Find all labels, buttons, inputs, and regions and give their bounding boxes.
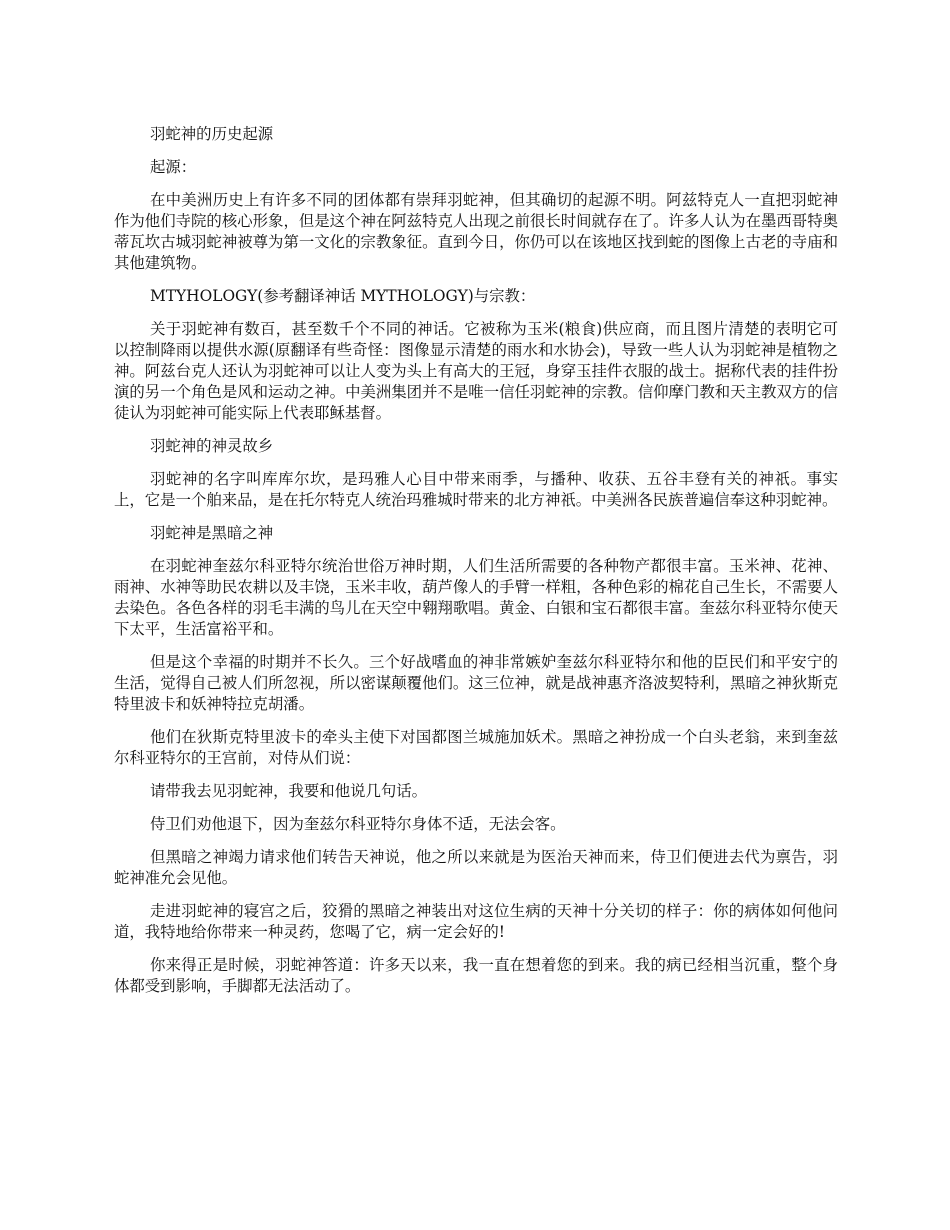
heading-dark-god: 羽蛇神是黑暗之神 [150,524,274,542]
paragraph-request: 请带我去见羽蛇神，我要和他说几句话。 [150,782,428,800]
document-body [114,124,838,1009]
paragraph-guards: 侍卫们劝他退下，因为奎兹尔科亚特尔身体不适，无法会客。 [150,815,566,833]
paragraph-chamber: 走进羽蛇神的寝宫之后，狡猾的黑暗之神装出对这位生病的天神十分关切的样子：你的病体如何他问道，我特地给你带来一种灵药，您喝了它，病一定会好的! [114,902,838,941]
paragraph-three-gods: 但是这个幸福的时期并不长久。三个好战嗜血的神非常嫉妒奎兹尔科亚特尔和他的臣民们和平安宁的生活，觉得自己被人们所忽视，所以密谋颠覆他们。这三位神，就是战神惠齐洛波契特利，黑暗之神狄斯克特里波卡和妖神特拉克胡潘。 [114,653,838,713]
paragraph-hometown: 羽蛇神的名字叫库库尔坎，是玛雅人心目中带来雨季，与播种、收获、五谷丰登有关的神祇。事实上，它是一个舶来品，是在托尔特克人统治玛雅城时带来的北方神祇。中美洲各民族普遍信奉这种羽蛇神。 [114,470,838,509]
paragraph-plea: 但黑暗之神竭力请求他们转告天神说，他之所以来就是为医治天神而来，侍卫们便进去代为禀告，羽蛇神准允会见他。 [114,848,838,887]
heading-history-origin: 羽蛇神的历史起源 [150,125,274,143]
paragraph-sorcery: 他们在狄斯克特里波卡的牵头主使下对国都图兰城施加妖术。黑暗之神扮成一个白头老翁，来到奎兹尔科亚特尔的王宫前，对侍从们说： [114,728,838,767]
paragraph-origin: 在中美洲历史上有许多不同的团体都有崇拜羽蛇神，但其确切的起源不明。阿兹特克人一直把羽蛇神作为他们寺院的核心形象，但是这个神在阿兹特克人出现之前很长时间就存在了。许多人认为在墨西哥特奥蒂瓦坎古城羽蛇神被尊为第一文化的宗教象征。直到今日，你仍可以在该地区找到蛇的图像上古老的寺庙和其他建筑物。 [114,191,838,272]
heading-hometown: 羽蛇神的神灵故乡 [150,437,274,455]
paragraph-reply: 你来得正是时候，羽蛇神答道：许多天以来，我一直在想着您的到来。我的病已经相当沉重，整个身体都受到影响，手脚都无法活动了。 [114,956,838,995]
heading-origin: 起源： [150,158,197,176]
heading-mythology-religion: MTYHOLOGY(参考翻译神话 MYTHOLOGY)与宗教： [150,287,536,305]
paragraph-prosperity: 在羽蛇神奎兹尔科亚特尔统治世俗万神时期，人们生活所需要的各种物产都很丰富。玉米神、花神、雨神、水神等助民农耕以及丰饶，玉米丰收，葫芦像人的手臂一样粗，各种色彩的棉花自己生长，不需要人去染色。各色各样的羽毛丰满的鸟儿在天空中翱翔歌唱。黄金、白银和宝石都很丰富。奎兹尔科亚特尔使天下太平，生活富裕平和。 [114,557,838,638]
paragraph-mythology: 关于羽蛇神有数百，甚至数千个不同的神话。它被称为玉米(粮食)供应商，而且图片清楚的表明它可以控制降雨以提供水源(原翻译有些奇怪：图像显示清楚的雨水和水协会)，导致一些人认为羽蛇神是植物之神。阿兹台克人还认为羽蛇神可以让人变为头上有高大的王冠，身穿玉挂件衣服的战士。据称代表的挂件扮演的另一个角色是风和运动之神。中美洲集团并不是唯一信任羽蛇神的宗教。信仰摩门教和天主教双方的信徒认为羽蛇神可能实际上代表耶稣基督。 [114,320,838,422]
